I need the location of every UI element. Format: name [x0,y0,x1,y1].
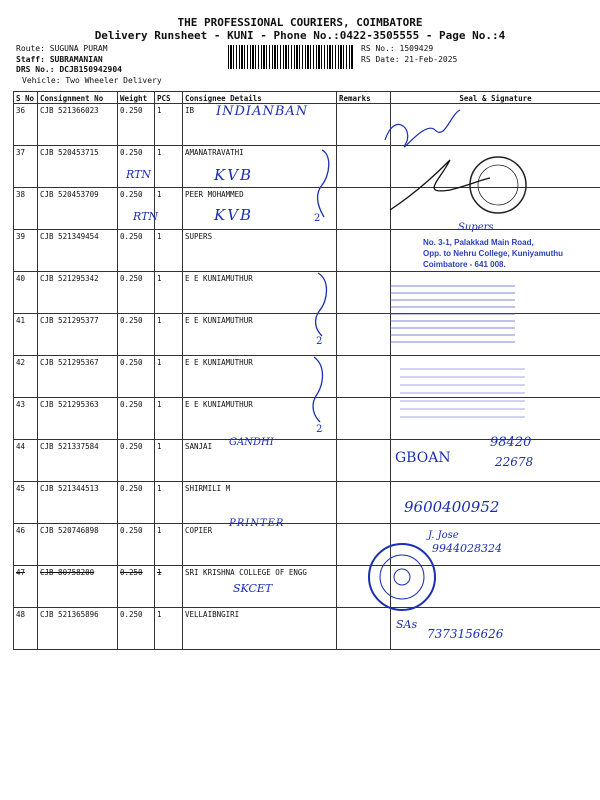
cell-sno: 39 [14,230,38,272]
cell-pcs: 1 [155,608,183,650]
cell-sno: 48 [14,608,38,650]
cell-consignee: SANJAI [183,440,337,482]
cell-consignment: CJB 521295363 [38,398,118,440]
handwriting-phone1b: 22678 [495,455,534,469]
cell-consignee: SRI KRISHNA COLLEGE OF ENGG [183,566,337,608]
table-row [14,524,600,566]
cell-pcs: 1 [155,188,183,230]
meta-right [361,44,457,65]
cell-consignee: PEER MOHAMMED [183,188,337,230]
cell-sno: 45 [14,482,38,524]
barcode [228,45,354,69]
svg-text:2: 2 [316,336,323,347]
table-row [14,566,600,608]
cell-sno: 47 [14,566,38,608]
cell-sno: 40 [14,272,38,314]
cell-pcs: 1 [155,398,183,440]
vehicle-line: Vehicle: Two Wheeler Delivery [22,75,162,85]
cell-weight: 0.250 [118,314,155,356]
cell-consignee: E E KUNIAMUTHUR [183,272,337,314]
table-header-row [14,92,600,104]
cell-consignment: CJB 521295342 [38,272,118,314]
cell-sno: 43 [14,398,38,440]
handwriting-phone1: 98420 [490,435,532,450]
cell-pcs: 1 [155,146,183,188]
cell-consignment: CJB 80758200 [38,566,118,608]
col-remarks: Remarks [337,92,391,104]
cell-consignment: CJB 521349454 [38,230,118,272]
cell-consignment: CJB 521344513 [38,482,118,524]
cell-weight: 0.250 [118,188,155,230]
cell-remarks [337,230,391,272]
handwriting-phone3-name: J. Jose [428,530,459,541]
cell-consignee: E E KUNIAMUTHUR [183,314,337,356]
cell-pcs: 1 [155,482,183,524]
handwriting-phone3: 9944028324 [432,542,502,555]
cell-sno: 37 [14,146,38,188]
handwriting-phone2: 9600400952 [404,498,500,516]
cell-consignment: CJB 521365896 [38,608,118,650]
cell-remarks [337,440,391,482]
cell-pcs: 1 [155,356,183,398]
faint-stamp-rows-40-41 [390,285,515,345]
bracket-rows-40-41 [300,268,345,358]
rs-no-line: RS No.: 1509429 [361,44,434,53]
cell-consignee: AMANATRAVATHI [183,146,337,188]
supers-address-stamp [423,237,563,270]
cell-pcs: 1 [155,104,183,146]
col-consignment: Consignment No [38,92,118,104]
cell-weight: 0.250 [118,356,155,398]
cell-weight: 0.250 [118,104,155,146]
handwriting-kvb-1: KVB [214,166,254,184]
rs-date-line: RS Date: 21-Feb-2025 [361,54,458,64]
handwriting-rtn-2: RTN [133,210,159,223]
meta-left [16,44,162,86]
staff-line: Staff: SUBRAMANIAN [16,54,103,64]
cell-weight: 0.250 [118,608,155,650]
college-round-stamp [365,540,440,615]
cell-pcs: 1 [155,524,183,566]
handwriting-row44-prefix: GBOAN [395,450,451,466]
cell-weight: 0.250 [118,440,155,482]
runsheet-subtitle: Delivery Runsheet - KUNI - Phone No.:0422-3505555 - Page No.:4 [94,29,506,42]
drs-line: DRS No.: DCJB150942904 [16,65,122,74]
route-line: Route: SUGUNA PURAM [16,44,108,53]
cell-consignment: CJB 521337584 [38,440,118,482]
cell-weight: 0.250 [118,566,155,608]
cell-sno: 42 [14,356,38,398]
cell-pcs: 1 [155,566,183,608]
cell-consignee: E E KUNIAMUTHUR [183,356,337,398]
col-sno: S No [14,92,38,104]
cell-pcs: 1 [155,272,183,314]
cell-consignment: CJB 521366023 [38,104,118,146]
cell-sno: 44 [14,440,38,482]
table-row [14,482,600,524]
bracket-rows-42-43 [300,352,345,442]
col-weight: Weight [118,92,155,104]
handwriting-kvb-2: KVB [214,206,254,224]
cell-sno: 38 [14,188,38,230]
cell-consignee: VELLAIBNGIRI [183,608,337,650]
handwriting-gandhi: GANDHI [229,437,274,448]
cell-pcs: 1 [155,314,183,356]
cell-sno: 46 [14,524,38,566]
supers-address-line3: Coimbatore - 641 008. [423,260,506,269]
bracket-rows-37-38 [300,145,345,235]
svg-text:2: 2 [314,213,321,224]
cell-consignee: COPIER [183,524,337,566]
cell-sno: 36 [14,104,38,146]
cell-pcs: 1 [155,230,183,272]
cell-consignment: CJB 520453715 [38,146,118,188]
faint-stamp-rows-42-43 [400,368,525,418]
handwriting-rtn-1: RTN [126,168,152,181]
cell-weight: 0.250 [118,482,155,524]
cell-consignment: CJB 521295367 [38,356,118,398]
cell-weight: 0.250 [118,524,155,566]
handwriting-skcet: SKCET [233,582,273,595]
cell-pcs: 1 [155,440,183,482]
handwriting-supers: Supers [458,222,494,233]
col-seal: Seal & Signature [391,92,600,104]
cell-weight: 0.250 [118,230,155,272]
supers-address-line2: Opp. to Nehru College, Kuniyamuthu [423,249,563,258]
cell-weight: 0.250 [118,146,155,188]
cell-consignment: CJB 521295377 [38,314,118,356]
cell-weight: 0.250 [118,272,155,314]
cell-consignee: E E KUNIAMUTHUR [183,398,337,440]
company-title: THE PROFESSIONAL COURIERS, COIMBATORE [177,16,423,29]
handwriting-phone4: 7373156626 [427,627,504,641]
cell-remarks [337,482,391,524]
stamp-signature-rows-37-38 [380,150,530,230]
cell-consignee: SHIRMILI M [183,482,337,524]
cell-consignment: CJB 520746898 [38,524,118,566]
cell-consignee: IB [183,104,337,146]
supers-address-line1: No. 3-1, Palakkad Main Road, [423,238,534,247]
svg-text:2: 2 [316,424,323,435]
handwriting-indianbank: INDIANBAN [216,104,309,119]
handwriting-printer: PRINTER [229,518,285,529]
table-row [14,608,600,650]
col-pcs: PCS [155,92,183,104]
handwriting-signature-row48: SAs [396,618,418,631]
cell-weight: 0.250 [118,398,155,440]
cell-consignment: CJB 520453709 [38,188,118,230]
cell-sno: 41 [14,314,38,356]
cell-consignee: SUPERS [183,230,337,272]
col-consignee: Consignee Details [183,92,337,104]
